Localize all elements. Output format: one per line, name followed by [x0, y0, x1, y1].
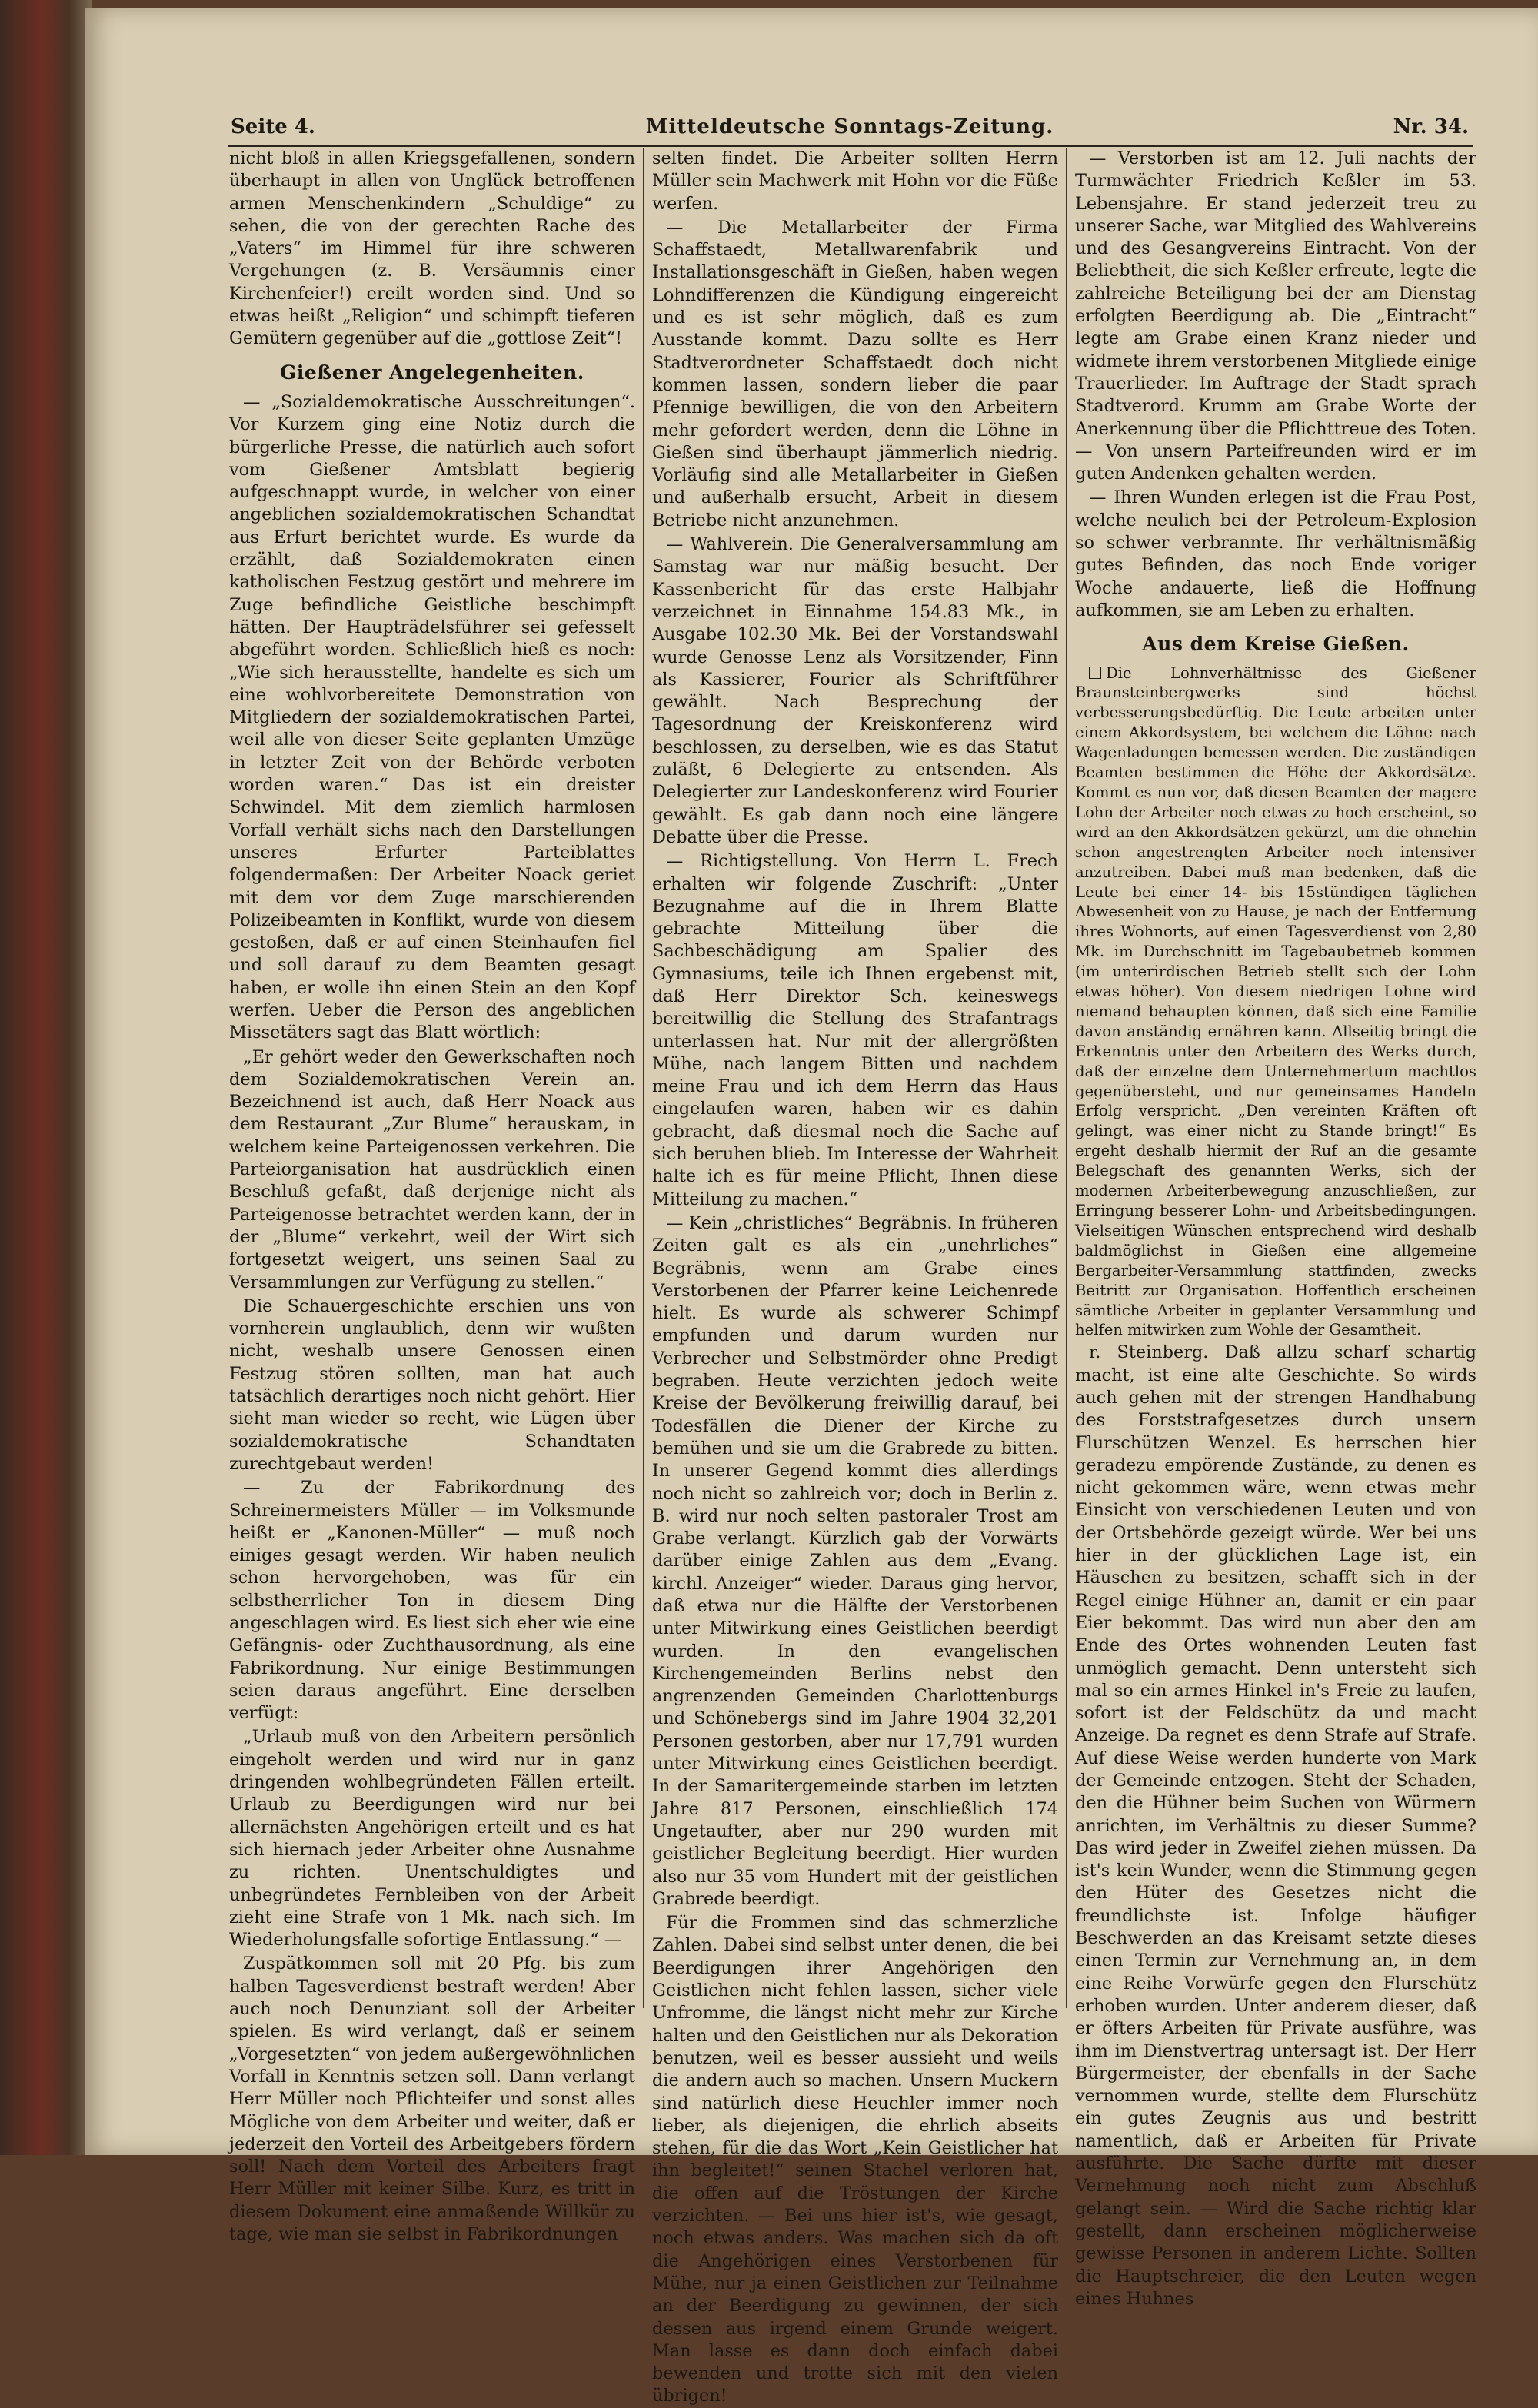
article-text: — Ihren Wunden erlegen ist die Frau Post, welche neulich bei der Petroleum-Explosion so schwer verbrannte. Ihr verhältnismäßig gutes Befinden, das noch Ende voriger Woche andauerte, ließ die Hoffnung aufkommen, sie am Leben zu erhalten. — [1075, 487, 1476, 620]
column-2 — [652, 148, 1058, 2406]
article-quote: „Urlaub muß von den Arbeitern persönlich eingeholt werden und wird nur in ganz dringenden wohlbegründeten Fällen erteilt. Urlaub zu Beerdigungen wird nur bei allernächsten Angehörigen erteilt und es hat sich hiernach jeder Arbeiter ohne Ausnahme zu richten. Unentschuldigtes und unbegründetes Fernbleiben von der Arbeit zieht eine Strafe von 1 Mk. nach sich. Im Wiederholungsfalle sofortige Entlassung.“ — — [229, 1727, 635, 1951]
article-social-democratic-excesses: — „Sozialdemokratische Ausschreitungen“. Vor Kurzem ging eine Notiz durch die bürgerliche Presse, die natürlich auch sofort vom Gießener Amtsblatt begierig aufgeschnappt wurde, in welcher von einer angeblichen sozialdemokratischen Schandtat aus Erfurt berichtet wurde. Es wurde da erzählt, daß Sozialdemokraten einen katholischen Festzug gestört und mehrere im Zuge befindliche Geistliche beschimpft hätten. Der Haupträdelsführer sei gefesselt abgeführt worden. Schließlich hieß es noch: „Wie sich herausstellte, handelte es sich um eine wohlvorbereitete Demonstration von Mitgliedern der sozialdemokratischen Partei, weil alle von dieser Seite geplanten Umzüge in letzter Zeit von der Behörde verboten worden waren.“ Das ist ein dreister Schwindel. Mit dem ziemlich harmlosen Vorfall verhält sichs nach den Darstellungen unseres Erfurter Parteiblattes folgendermaßen: Der Arbeiter Noack geriet mit dem vor dem Zuge marschierenden Polizeibeamten in Konflikt, wurde von diesem gestoßen, daß er auf einen Steinhaufen fiel und soll darauf zu dem Beamten gesagt haben, er wolle ihn einen Stein an den Kopf werfen. Ueber die Person des angeblichen Missetäters sagt das Blatt wörtlich: — [229, 391, 635, 1043]
newspaper-title: Mitteldeutsche Sonntags-Zeitung. — [645, 115, 1054, 138]
column-3 — [1075, 148, 1476, 2309]
header-rule — [228, 145, 1473, 147]
column-divider — [643, 148, 644, 2008]
article-text: Die Schauergeschichte erschien uns von vornherein unglaublich, denn wir wußten nicht, weshalb unsere Genossen einen Festzug stören sollten, man hat auch tatsächlich derartiges noch nicht gehört. Hier sieht man wieder so recht, wie Lügen über sozialdemokratische Schandtaten zurechtgebaut werden! — [229, 1295, 635, 1474]
article-text: nicht bloß in allen Kriegsgefallenen, sondern überhaupt in allen von Unglück betroffenen armen Menschenkindern „Schuldige“ zu sehen, die von der gerechten Rache des „Vaters“ im Himmel für ihre schweren Vergehungen (z. B. Versäumnis einer Kirchenfeier!) ereilt worden sind. Und so etwas heißt „Religion“ und schimpft tieferen Gemütern gegenüber auf die „gottlose Zeit“! — [229, 148, 635, 349]
article-correction: — Richtigstellung. Von Herrn L. Frech erhalten wir folgende Zuschrift: „Unter Bezugnahme auf die in Ihrem Blatte gebrachte Mitteilung über die Sachbeschädigung am Spalier des Gymnasiums, teile ich Ihnen ergebenst mit, daß Herr Direktor Sch. keineswegs bereitwillig die Stellung des Strafantrags unterlassen hat. Nur mit der allergrößten Mühe, nach langem Bitten und nachdem meine Frau und ich dem Herrn das Haus eingelaufen waren, haben wir es dahin gebracht, daß diesmal noch die Sache auf sich beruhen blieb. Im Interesse der Wahrheit halte ich es für meine Pflicht, Ihnen diese Mitteilung zu machen.“ — [652, 851, 1058, 1209]
article-quote: „Er gehört weder den Gewerkschaften noch dem Sozialdemokratischen Verein an. Bezeichnend ist auch, daß Herr Noack aus dem Restaurant „Zur Blume“ herauskam, in welchem keine Parteigenossen verkehren. Die Parteiorganisation hat ausdrücklich einen Beschluß gefaßt, daß derjenige nicht als Parteigenosse betrachtet werden kann, der in der „Blume“ verkehrt, weil der Wirt sich fortgesetzt weigert, uns seinen Saal zu Versammlungen zur Verfügung zu stellen.“ — [229, 1046, 635, 1292]
article-obituary: — Verstorben ist am 12. Juli nachts der Turmwächter Friedrich Keßler im 53. Lebensjahre. Er stand jederzeit treu zu unserer Sache, war Mitglied des Wahlvereins und des Gesangvereins Eintracht. Von der Beliebtheit, die sich Keßler erfreute, legte die zahlreiche Beteiligung bei der am Dienstag erfolgten Beerdigung ab. Die „Eintracht“ legte am Grabe einen Kranz nieder und widmete ihrem verstorbenen Mitgliede einige Trauerlieder. Im Auftrage der Stadt sprach Stadtverord. Krumm am Grabe Worte der Anerkennung über die Pflichttreue des Toten. — Von unsern Parteifreunden wird er im guten Andenken gehalten werden. — [1075, 148, 1476, 484]
article-steinberg: r. Steinberg. Daß allzu scharf schartig macht, ist eine alte Geschichte. So wirds auch gehen mit der strengen Handhabung des Forststrafgesetzes durch unsern Flurschützen Wenzel. Es herrschen hier geradezu empörende Zustände, zu denen es nicht gekommen wäre, wenn etwas mehr Einsicht von verschiedenen Leuten und von der Ortsbehörde gezeigt würde. Wer bei uns hier in der glücklichen Lage ist, ein Häuschen zu besitzen, schafft sich in der Regel einige Hühner an, damit er ein paar Eier bekommt. Das wird nun aber den am Ende des Ortes wohnenden Leuten fast unmöglich gemacht. Denn untersteht sich mal so ein armes Hinkel in's Freie zu laufen, sofort ist der Feldschütz da und macht Anzeige. Da regnet es denn Strafe auf Strafe. Auf diese Weise werden hunderte von Mark der Gemeinde entzogen. Steht der Schaden, den die Hühner beim Suchen von Würmern anrichten, im Verhältnis zu dieser Summe? Das wird jeder in Zweifel ziehen müssen. Da ist's kein Wunder, wenn die Stimmung gegen den Hüter des Gesetzes nicht die freundlichste ist. Infolge häufiger Beschwerden an das Kreisamt setzte dieses einen Termin zur Vernehmung an, in dem eine Reihe Vorwürfe gegen den Flurschütz erhoben wurden. Unter anderem dieser, daß er öfters Arbeiten für Private ausführe, was ihm im Dienstvertrag untersagt ist. Der Herr Bürgermeister, der ebenfalls in der Sache vernommen wurde, stellte dem Flurschütz ein gutes Zeugnis aus und bestritt namentlich, daß er Arbeiten für Private ausführte. Die Sache dürfte mit dieser Vernehmung noch nicht zum Abschluß gelangt sein. — Wird die Sache richtig klar gestellt, dann erscheinen möglicherweise gewisse Personen in anderem Lichte. Sollten die Hauptschreier, die den Leuten wegen eines Huhnes — [1075, 1342, 1476, 2309]
column-1 — [229, 148, 635, 2245]
article-text: Zuspätkommen soll mit 20 Pfg. bis zum halben Tagesverdienst bestraft werden! Aber auch noch Denunziant soll der Arbeiter spielen. Es wird verlangt, daß er seinem „Vorgesetzten“ von jedem außergewöhnlichen Vorfall in Kenntnis setzen soll. Dann verlangt Herr Müller noch Pflichteifer und sonst alles Mögliche von dem Arbeiter und weiter, daß er jederzeit den Vorteil des Arbeitgebers fördern soll! Nach dem Vorteil des Arbeiters fragt Herr Müller mit keiner Silbe. Kurz, es tritt in diesem Dokument eine anmaßende Willkür zu tage, wie man sie selbst in Fabrikordnungen — [229, 1954, 635, 2245]
page-number: Seite 4. — [231, 115, 315, 138]
article-factory-rules: — Zu der Fabrikordnung des Schreinermeisters Müller — im Volksmunde heißt er „Kanonen-Müller“ — muß noch einiges gesagt werden. Wir haben neulich schon hervorgehoben, was für ein selbstherrlicher Ton in diesem Ding angeschlagen wird. Es liest sich eher wie eine Gefängnis- oder Zuchthausordnung, als eine Fabrikordnung. Nur einige Bestimmungen seien daraus angeführt. Eine derselben verfügt: — [229, 1478, 635, 1724]
article-metalworkers: — Die Metallarbeiter der Firma Schaffstaedt, Metallwarenfabrik und Installationsgeschäft in Gießen, haben wegen Lohndifferenzen die Kündigung eingereicht und es ist sehr möglich, daß es zum Ausstande kommt. Dazu sollte es Herr Stadtverordneter Schaffstaedt doch nicht kommen lassen, sondern lieber die paar Pfennige bewilligen, die von den Arbeitern mehr gefordert werden, denn die Löhne in Gießen sind überhaupt jämmerlich niedrig. Vorläufig sind alle Metallarbeiter in Gießen und außerhalb ersucht, Arbeit in diesem Betriebe nicht anzunehmen. — [652, 217, 1058, 530]
issue-number: Nr. 34. — [1393, 115, 1469, 138]
section-heading: Aus dem Kreise Gießen. — [1142, 633, 1410, 656]
article-mine-wages-text: Die Lohnverhältnisse des Gießener Braunsteinbergwerks sind höchst verbesserungsbedürftig. Die Leute arbeiten unter einem Akkordsystem, bei welchem die Löhne nach Wagenladungen bemessen werden. Die zuständigen Beamten bestimmen die Höhe der Akkordsätze. Kommt es nun vor, daß diesen Beamten der magere Lohn der Arbeiter noch etwas zu hoch erscheint, so wird an den Akkordsätzen gekürzt, um die ohnehin schon angestrengten Arbeiter noch intensiver anzutreiben. Dabei muß man bedenken, daß die Leute bei einer 14- bis 15stündigen täglichen Abwesenheit von zu Hause, je nach der Entfernung ihres Wohnorts, auf einen Tagesverdienst von 2,80 Mk. im Durchschnitt im Tagebaubetrieb kommen (im unterirdischen Betrieb stellt sich der Lohn etwas höher). Von diesem niedrigen Lohne wird niemand behaupten können, daß sich eine Familie davon anständig ernähren kann. Allseitig bringt die Erkenntnis unter den Arbeitern des Werks durch, daß der einzelne dem Unternehmertum machtlos gegenübersteht, und nur gemeinsames Handeln Erfolg verspricht. „Den vereinten Kräften oft gelingt, was einer nicht zu Stande bringt!“ Es ergeht deshalb hiermit der Ruf an die gesamte Belegschaft des genannten Werks, sich der modernen Arbeiterbewegung anzuschließen, zur Erringung besserer Lohn- und Arbeitsbedingungen. Vielseitigen Wünschen entsprechend wird deshalb baldmöglichst in Gießen eine allgemeine Bergarbeiter-Versammlung stattfinden, zwecks Beitritt zur Organisation. Hoffentlich erscheinen sämtliche Arbeiter in geplanter Versammlung und helfen mitwirken zum Wohle der Gesamtheit. — [1075, 664, 1476, 1339]
article-text: Für die Frommen sind das schmerzliche Zahlen. Dabei sind selbst unter denen, die bei Beerdigungen ihrer Angehörigen den Geistlichen nicht fehlen lassen, sicher viele Unfromme, die längst nicht mehr zur Kirche halten und den Geistlichen nur als Dekoration benutzen, weil es besser aussieht und weils die andern auch so machen. Unsern Muckern sind natürlich diese Heuchler immer noch lieber, als diejenigen, die ehrlich abseits stehen, für die das Wort „Kein Geistlicher hat ihn begleitet!“ seinen Stachel verloren hat, die offen auf die Tröstungen der Kirche verzichten. — Bei uns hier ist's, wie gesagt, noch etwas anders. Was machen sich da oft die Angehörigen eines Verstorbenen für Mühe, nur ja einen Geistlichen zur Teilnahme an der Beerdigung zu gewinnen, der sich dessen aus irgend einem Grunde weigert. Man lasse es dann doch einfach dabei bewenden und trotte sich mit den vielen übrigen! — [652, 1913, 1058, 2406]
article-mine-wages — [1075, 664, 1476, 1341]
article-no-christian-burial: — Kein „christliches“ Begräbnis. In früheren Zeiten galt es als ein „unehrliches“ Begräbnis, wenn am Grabe eines Verstorbenen der Pfarrer keine Leichenrede hielt. Es wurde als schwerer Schimpf empfunden und darum wurden nur Verbrecher und Selbstmörder ohne Predigt begraben. Heute verzichten jedoch weite Kreise der Bevölkerung freiwillig darauf, bei Todesfällen die Diener der Kirche zu bemühen und sie um die Grabrede zu bitten. In unserer Gegend kommt dies allerdings noch nicht so zahlreich vor; doch in Berlin z. B. wird nur noch selten pastoraler Trost am Grabe verlangt. Kürzlich gab der Vorwärts darüber einige Zahlen aus dem „Evang. kirchl. Anzeiger“ wieder. Daraus ging hervor, daß etwa nur die Hälfte der Verstorbenen unter Mitwirkung eines Geistlichen beerdigt wurden. In den evangelischen Kirchengemeinden Berlins nebst den angrenzenden Gemeinden Charlottenburgs und Schönebergs sind im Jahre 1904 32,201 Personen gestorben, aber nur 17,791 wurden unter Mitwirkung eines Geistlichen beerdigt. In der Samaritergemeinde starben im letzten Jahre 817 Personen, einschließlich 174 Ungetaufter, aber nur 290 wurden mit geistlicher Begleitung beerdigt. Hier wurden also nur 35 vom Hundert mit der geistlichen Grabrede beerdigt. — [652, 1212, 1058, 1909]
article-electoral-association: — Wahlverein. Die Generalversammlung am Samstag war nur mäßig besucht. Der Kassenbericht für das erste Halbjahr verzeichnet in Einnahme 154.83 Mk., in Ausgabe 102.30 Mk. Bei der Vorstandswahl wurde Genosse Lenz als Vorsitzender, Finn als Kassierer, Fourier als Schriftführer gewählt. Nach Besprechung der Tagesordnung der Kreiskonferenz wird beschlossen, zu derselben, wie es das Statut zuläßt, 6 Delegierte zu entsenden. Als Delegierter zur Landeskonferenz wird Fourier gewählt. Es gab dann noch eine längere Debatte über die Presse. — [652, 534, 1058, 847]
book-spine — [0, 0, 92, 2155]
box-marker-icon — [1089, 667, 1101, 679]
section-heading: Gießener Angelegenheiten. — [280, 361, 584, 384]
column-divider — [1066, 148, 1067, 2008]
article-text: selten findet. Die Arbeiter sollten Herrn Müller sein Machwerk mit Hohn vor die Füße werfen. — [652, 148, 1058, 214]
